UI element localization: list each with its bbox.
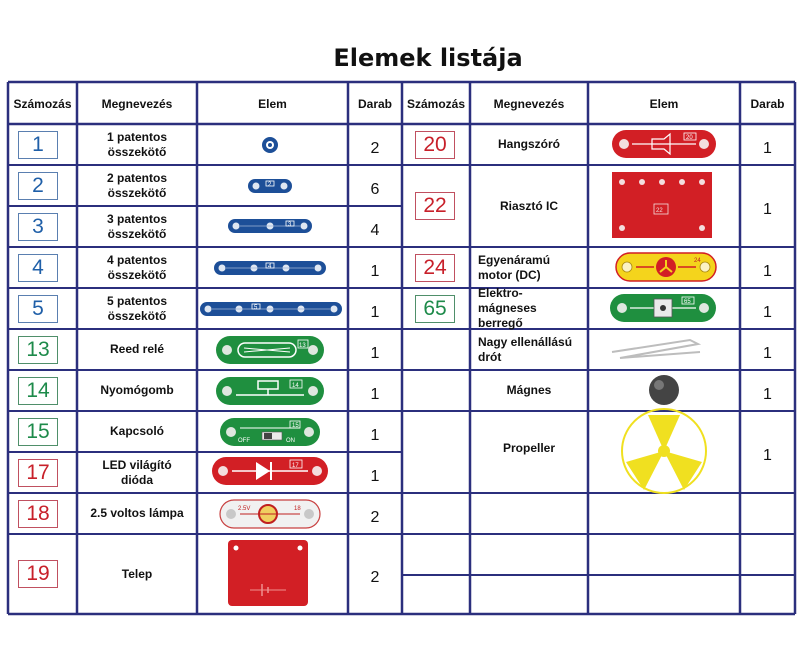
left-name-0: 1 patentos összekötő — [106, 129, 167, 159]
right-name-0: Hangszóró — [497, 137, 560, 151]
header-count-right: Darab — [750, 97, 785, 111]
left-number-17: 17 — [18, 459, 58, 487]
header-count-left: Darab — [357, 97, 392, 111]
connector-1-icon — [262, 137, 278, 153]
connector-4-label: 4 — [268, 264, 272, 270]
connector-2-label: 2 — [268, 182, 272, 188]
header-number-right: Számozás — [406, 97, 466, 111]
switch-off-label: OFF — [238, 438, 250, 444]
left-count-8: 1 — [370, 467, 380, 485]
left-count-10: 2 — [370, 569, 380, 586]
speaker-label: 20 — [686, 135, 693, 141]
right-name-1: Riasztó IC — [499, 198, 558, 213]
switch-icon — [220, 418, 320, 446]
left-row-lines — [8, 165, 402, 534]
left-name-9: 2.5 voltos lámpa — [90, 506, 184, 520]
right-number-24: 24 — [415, 254, 455, 282]
connector-3-label: 3 — [288, 222, 292, 228]
left-number-19: 19 — [18, 560, 58, 588]
header-element-right: Elem — [649, 97, 679, 111]
push-label: 14 — [292, 383, 299, 389]
led-icon — [212, 457, 328, 485]
right-name-6: Propeller — [502, 441, 556, 455]
left-number-13: 13 — [18, 336, 58, 364]
right-row-lines — [402, 165, 795, 575]
reed-relay-icon — [216, 336, 324, 364]
left-count-3: 1 — [370, 262, 380, 280]
right-count-6: 1 — [763, 447, 772, 464]
left-number-2: 2 — [18, 172, 58, 200]
lamp-voltage-label: 2.5V — [238, 506, 251, 512]
left-count-4: 1 — [370, 303, 380, 321]
right-count-2: 1 — [763, 262, 772, 280]
right-count-0: 1 — [763, 139, 772, 157]
left-name-7: Kapcsoló — [109, 424, 164, 438]
header-element-left: Elem — [258, 97, 287, 111]
left-count-0: 2 — [370, 139, 380, 157]
page-title: Elemek listája — [333, 44, 523, 72]
magnet-icon — [649, 375, 679, 405]
right-count-1: 1 — [763, 201, 772, 218]
left-number-3: 3 — [18, 213, 58, 241]
left-number-15: 15 — [18, 418, 58, 446]
header-name-right: Megnevezés — [493, 97, 565, 111]
left-name-2: 3 patentos összekötő — [106, 211, 167, 241]
connector-5-icon — [200, 302, 342, 316]
connector-5-label: 5 — [254, 305, 258, 311]
propeller-icon — [622, 409, 706, 493]
left-name-1: 2 patentos összekötő — [106, 170, 167, 200]
left-count-6: 1 — [370, 385, 380, 403]
right-name-4: Nagy ellenállású drót — [478, 334, 573, 364]
right-number-65: 65 — [415, 295, 455, 323]
left-name-4: 5 patentos összekötő — [106, 293, 167, 323]
right-name-5: Mágnes — [506, 383, 552, 397]
header-name-left: Megnevezés — [101, 97, 173, 111]
left-count-7: 1 — [370, 426, 380, 444]
left-count-5: 1 — [370, 344, 380, 362]
wire-icon — [612, 340, 700, 358]
dc-motor-icon — [616, 253, 716, 281]
right-count-3: 1 — [763, 303, 772, 321]
header-number-left: Számozás — [13, 97, 72, 111]
left-name-6: Nyomógomb — [100, 383, 174, 397]
lamp-label: 18 — [294, 506, 301, 512]
alarm-label: 22 — [656, 208, 663, 214]
left-count-1: 6 — [370, 180, 380, 198]
left-number-4: 4 — [18, 254, 58, 282]
led-label: 17 — [292, 463, 299, 469]
right-number-22: 22 — [415, 192, 455, 220]
left-number-1: 1 — [18, 131, 58, 159]
left-count-9: 2 — [370, 508, 380, 526]
motor-label: 24 — [694, 258, 701, 264]
switch-on-label: ON — [286, 438, 295, 444]
lamp-icon — [220, 500, 320, 528]
right-number-20: 20 — [415, 131, 455, 159]
right-name-3: Elektro-mágneses berregő — [478, 286, 537, 330]
left-count-2: 4 — [370, 221, 380, 239]
alarm-ic-icon — [612, 172, 712, 238]
right-count-5: 1 — [763, 385, 772, 403]
left-name-10: Telep — [121, 566, 153, 581]
left-name-3: 4 patentos összekötő — [106, 252, 167, 282]
battery-icon — [228, 540, 308, 606]
left-number-14: 14 — [18, 377, 58, 405]
right-count-4: 1 — [763, 344, 772, 362]
connector-3-icon — [228, 219, 312, 233]
switch-label: 15 — [292, 423, 299, 429]
left-name-8: LED világító dióda — [102, 457, 172, 487]
speaker-icon — [612, 130, 716, 158]
left-number-18: 18 — [18, 500, 58, 528]
buzzer-icon — [610, 294, 716, 322]
push-button-icon — [216, 377, 324, 405]
right-name-2: Egyenáramú motor (DC) — [478, 252, 551, 282]
buzzer-label: 65 — [684, 299, 691, 305]
left-name-5: Reed relé — [109, 342, 165, 356]
reed-label: 13 — [299, 343, 306, 349]
left-number-5: 5 — [18, 295, 58, 323]
